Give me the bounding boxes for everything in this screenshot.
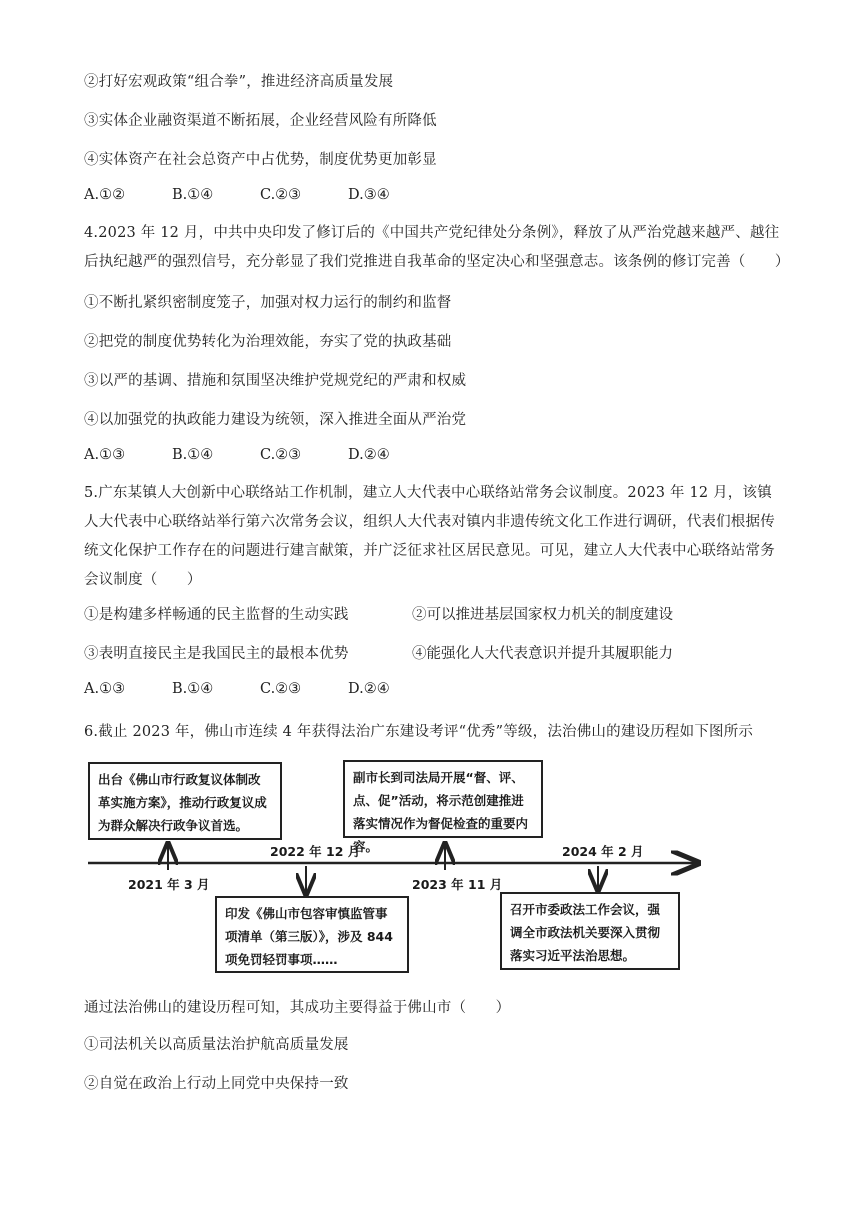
option-d[interactable]: D.②④ (348, 681, 390, 697)
q3-item-4: ④实体资产在社会总资产中占优势，制度优势更加彰显 (84, 152, 437, 168)
q5-item-4: ④能强化人大代表意识并提升其履职能力 (412, 646, 673, 662)
option-d[interactable]: D.②④ (348, 447, 390, 463)
q3-item-2: ②打好宏观政策“组合拳”，推进经济高质量发展 (84, 74, 394, 90)
option-b[interactable]: B.①④ (172, 187, 214, 203)
timeline-date-2021: 2021 年 3 月 (128, 877, 210, 892)
timeline-box-2021: 出台《佛山市行政复议体制改革实施方案》，推动行政复议成为群众解决行政争议首选。 (88, 762, 282, 840)
option-c[interactable]: C.②③ (260, 187, 302, 203)
q5-stem: 5.广东某镇人大创新中心联络站工作机制，建立人大代表中心联络站常务会议制度。2023 年 12 月，该镇人大代表中心联络站举行第六次常务会议，组织人大代表对镇内非遗传统文化工作进行调研，代表们根据传统文化保护工作存在的问题进行建言献策，并广泛征求社区居民意见。可见，建立人大代表中心联络站常务会议制度（ ） (84, 485, 775, 588)
option-c[interactable]: C.②③ (260, 447, 302, 463)
option-b[interactable]: B.①④ (172, 681, 214, 697)
q3-item-3: ③实体企业融资渠道不断拓展，企业经营风险有所降低 (84, 113, 437, 129)
q6-stem: 6.截止 2023 年，佛山市连续 4 年获得法治广东建设考评“优秀”等级，法治佛山的建设历程如下图所示 (84, 724, 754, 740)
q6-item-1: ①司法机关以高质量法治护航高质量发展 (84, 1037, 349, 1053)
timeline-box-2023: 副市长到司法局开展“督、评、点、促”活动，将示范创建推进落实情况作为督促检查的重要内容。 (343, 760, 543, 838)
option-a[interactable]: A.①③ (84, 681, 126, 697)
option-c[interactable]: C.②③ (260, 681, 302, 697)
option-a[interactable]: A.①③ (84, 447, 126, 463)
q4-item-4: ④以加强党的执政能力建设为统领，深入推进全面从严治党 (84, 412, 467, 428)
option-a[interactable]: A.①② (84, 187, 126, 203)
q4-item-3: ③以严的基调、措施和氛围坚决维护党规党纪的严肃和权威 (84, 373, 467, 389)
q4-item-2: ②把党的制度优势转化为治理效能，夯实了党的执政基础 (84, 334, 452, 350)
timeline-date-2024: 2024 年 2 月 (562, 844, 644, 859)
q5-item-2: ②可以推进基层国家权力机关的制度建设 (412, 607, 673, 623)
timeline-box-2024: 召开市委政法工作会议，强调全市政法机关要深入贯彻落实习近平法治思想。 (500, 892, 680, 970)
timeline-box-2022: 印发《佛山市包容审慎监管事项清单（第三版）》，涉及 844 项免罚轻罚事项…… (215, 896, 409, 973)
q4-stem: 4.2023 年 12 月，中共中央印发了修订后的《中国共产党纪律处分条例》，释放了从严治党越来越严、越往后执纪越严的强烈信号，充分彰显了我们党推进自我革命的坚定决心和坚强意志。该条例的修订完善（ ） (84, 225, 790, 270)
q5-item-3: ③表明直接民主是我国民主的最根本优势 (84, 646, 349, 662)
q5-item-1: ①是构建多样畅通的民主监督的生动实践 (84, 607, 349, 623)
timeline-date-2022: 2022 年 12 月 (270, 844, 361, 859)
q6-item-2: ②自觉在政治上行动上同党中央保持一致 (84, 1076, 349, 1092)
timeline-date-2023: 2023 年 11 月 (412, 877, 503, 892)
q4-item-1: ①不断扎紧织密制度笼子，加强对权力运行的制约和监督 (84, 295, 452, 311)
q6-question: 通过法治佛山的建设历程可知，其成功主要得益于佛山市（ ） (84, 1000, 511, 1016)
option-b[interactable]: B.①④ (172, 447, 214, 463)
option-d[interactable]: D.③④ (348, 187, 390, 203)
